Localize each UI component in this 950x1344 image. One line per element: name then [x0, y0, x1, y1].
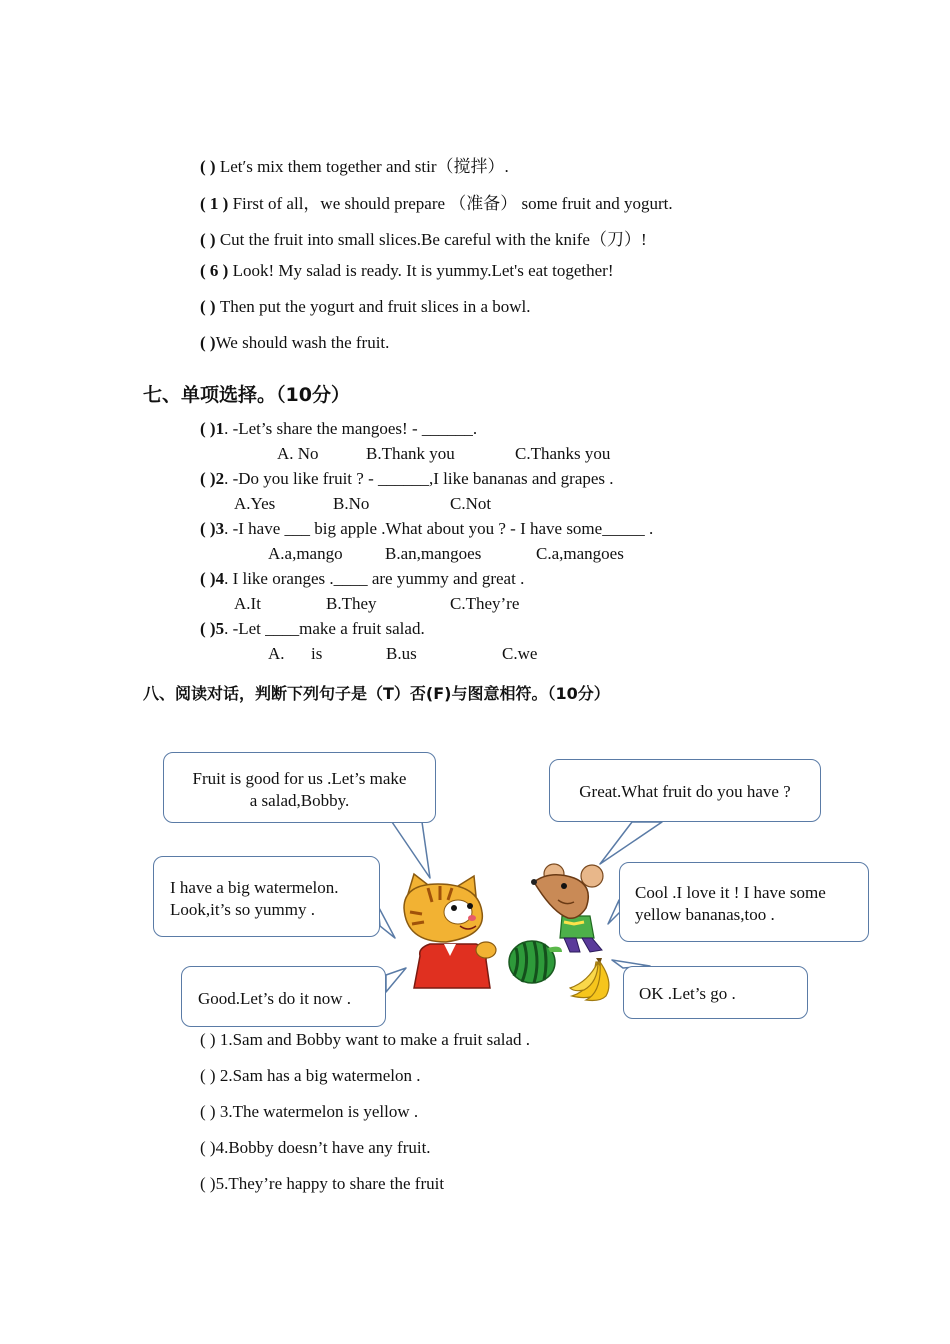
option: is — [311, 644, 323, 663]
statement-3: ( ) 3.The watermelon is yellow . — [200, 1102, 419, 1121]
option: C.Thanks you — [515, 444, 611, 463]
statement-1: ( ) 1.Sam and Bobby want to make a fruit salad . — [200, 1030, 531, 1049]
ordering-item: ( 6 ) Look! My salad is ready. It is yummy.Let's eat together! — [200, 261, 614, 280]
option: B.an,mangoes — [385, 544, 482, 563]
question-5: ( )5. -Let ____make a fruit salad. — [200, 619, 425, 638]
cat-illustration — [398, 872, 506, 990]
option: A. — [268, 644, 285, 663]
option: C.They’re — [450, 594, 520, 613]
ordering-item: ( ) Let′s mix them together and stir（搅拌）. — [200, 157, 509, 176]
speech-bubble-mouse-2: Cool .I love it ! I have some yellow bananas,too . — [619, 862, 869, 942]
ordering-item: ( 1 ) First of all，we should prepare （准备） some fruit and yogurt. — [200, 194, 673, 213]
option: A.Yes — [234, 494, 276, 513]
ordering-item: ( ) Cut the fruit into small slices.Be careful with the knife（刀）! — [200, 230, 647, 249]
option: A.It — [234, 594, 261, 613]
option: C.Not — [450, 494, 492, 513]
ordering-item: ( ) Then put the yogurt and fruit slices in a bowl. — [200, 297, 531, 316]
section7-title: 七、单项选择。（10分） — [143, 384, 350, 406]
speech-bubble-cat-1: Fruit is good for us .Let’s make a salad,Bobby. — [163, 752, 436, 823]
option: B.us — [386, 644, 417, 663]
bananas-illustration — [568, 954, 614, 1002]
section8-title: 八、阅读对话，判断下列句子是（T）否(F)与图意相符。（10分） — [143, 684, 610, 703]
statement-4: ( )4.Bobby doesn’t have any fruit. — [200, 1138, 431, 1157]
speech-bubble-mouse-3: OK .Let’s go . — [623, 966, 808, 1019]
speech-bubble-cat-3: Good.Let’s do it now . — [181, 966, 386, 1027]
question-2: ( )2. -Do you like fruit ? - ______,I like bananas and grapes . — [200, 469, 614, 488]
question-4: ( )4. I like oranges .____ are yummy and great . — [200, 569, 525, 588]
option: C.a,mangoes — [536, 544, 624, 563]
speech-bubble-mouse-1: Great.What fruit do you have ? — [549, 759, 821, 822]
option: A. No — [277, 444, 319, 463]
option: B.They — [326, 594, 377, 613]
question-1: ( )1. -Let’s share the mangoes! - ______. — [200, 419, 478, 438]
option: C.we — [502, 644, 538, 663]
statement-5: ( )5.They’re happy to share the fruit — [200, 1174, 445, 1193]
question-3: ( )3. -I have ___ big apple .What about you ? - I have some_____ . — [200, 519, 654, 538]
option: B.No — [333, 494, 370, 513]
speech-bubble-cat-2: I have a big watermelon. Look,it’s so yummy . — [153, 856, 380, 937]
option: A.a,mango — [268, 544, 343, 563]
option: B.Thank you — [366, 444, 455, 463]
ordering-item: ( )We should wash the fruit. — [200, 333, 390, 352]
statement-2: ( ) 2.Sam has a big watermelon . — [200, 1066, 421, 1085]
mouse-illustration — [530, 862, 618, 954]
